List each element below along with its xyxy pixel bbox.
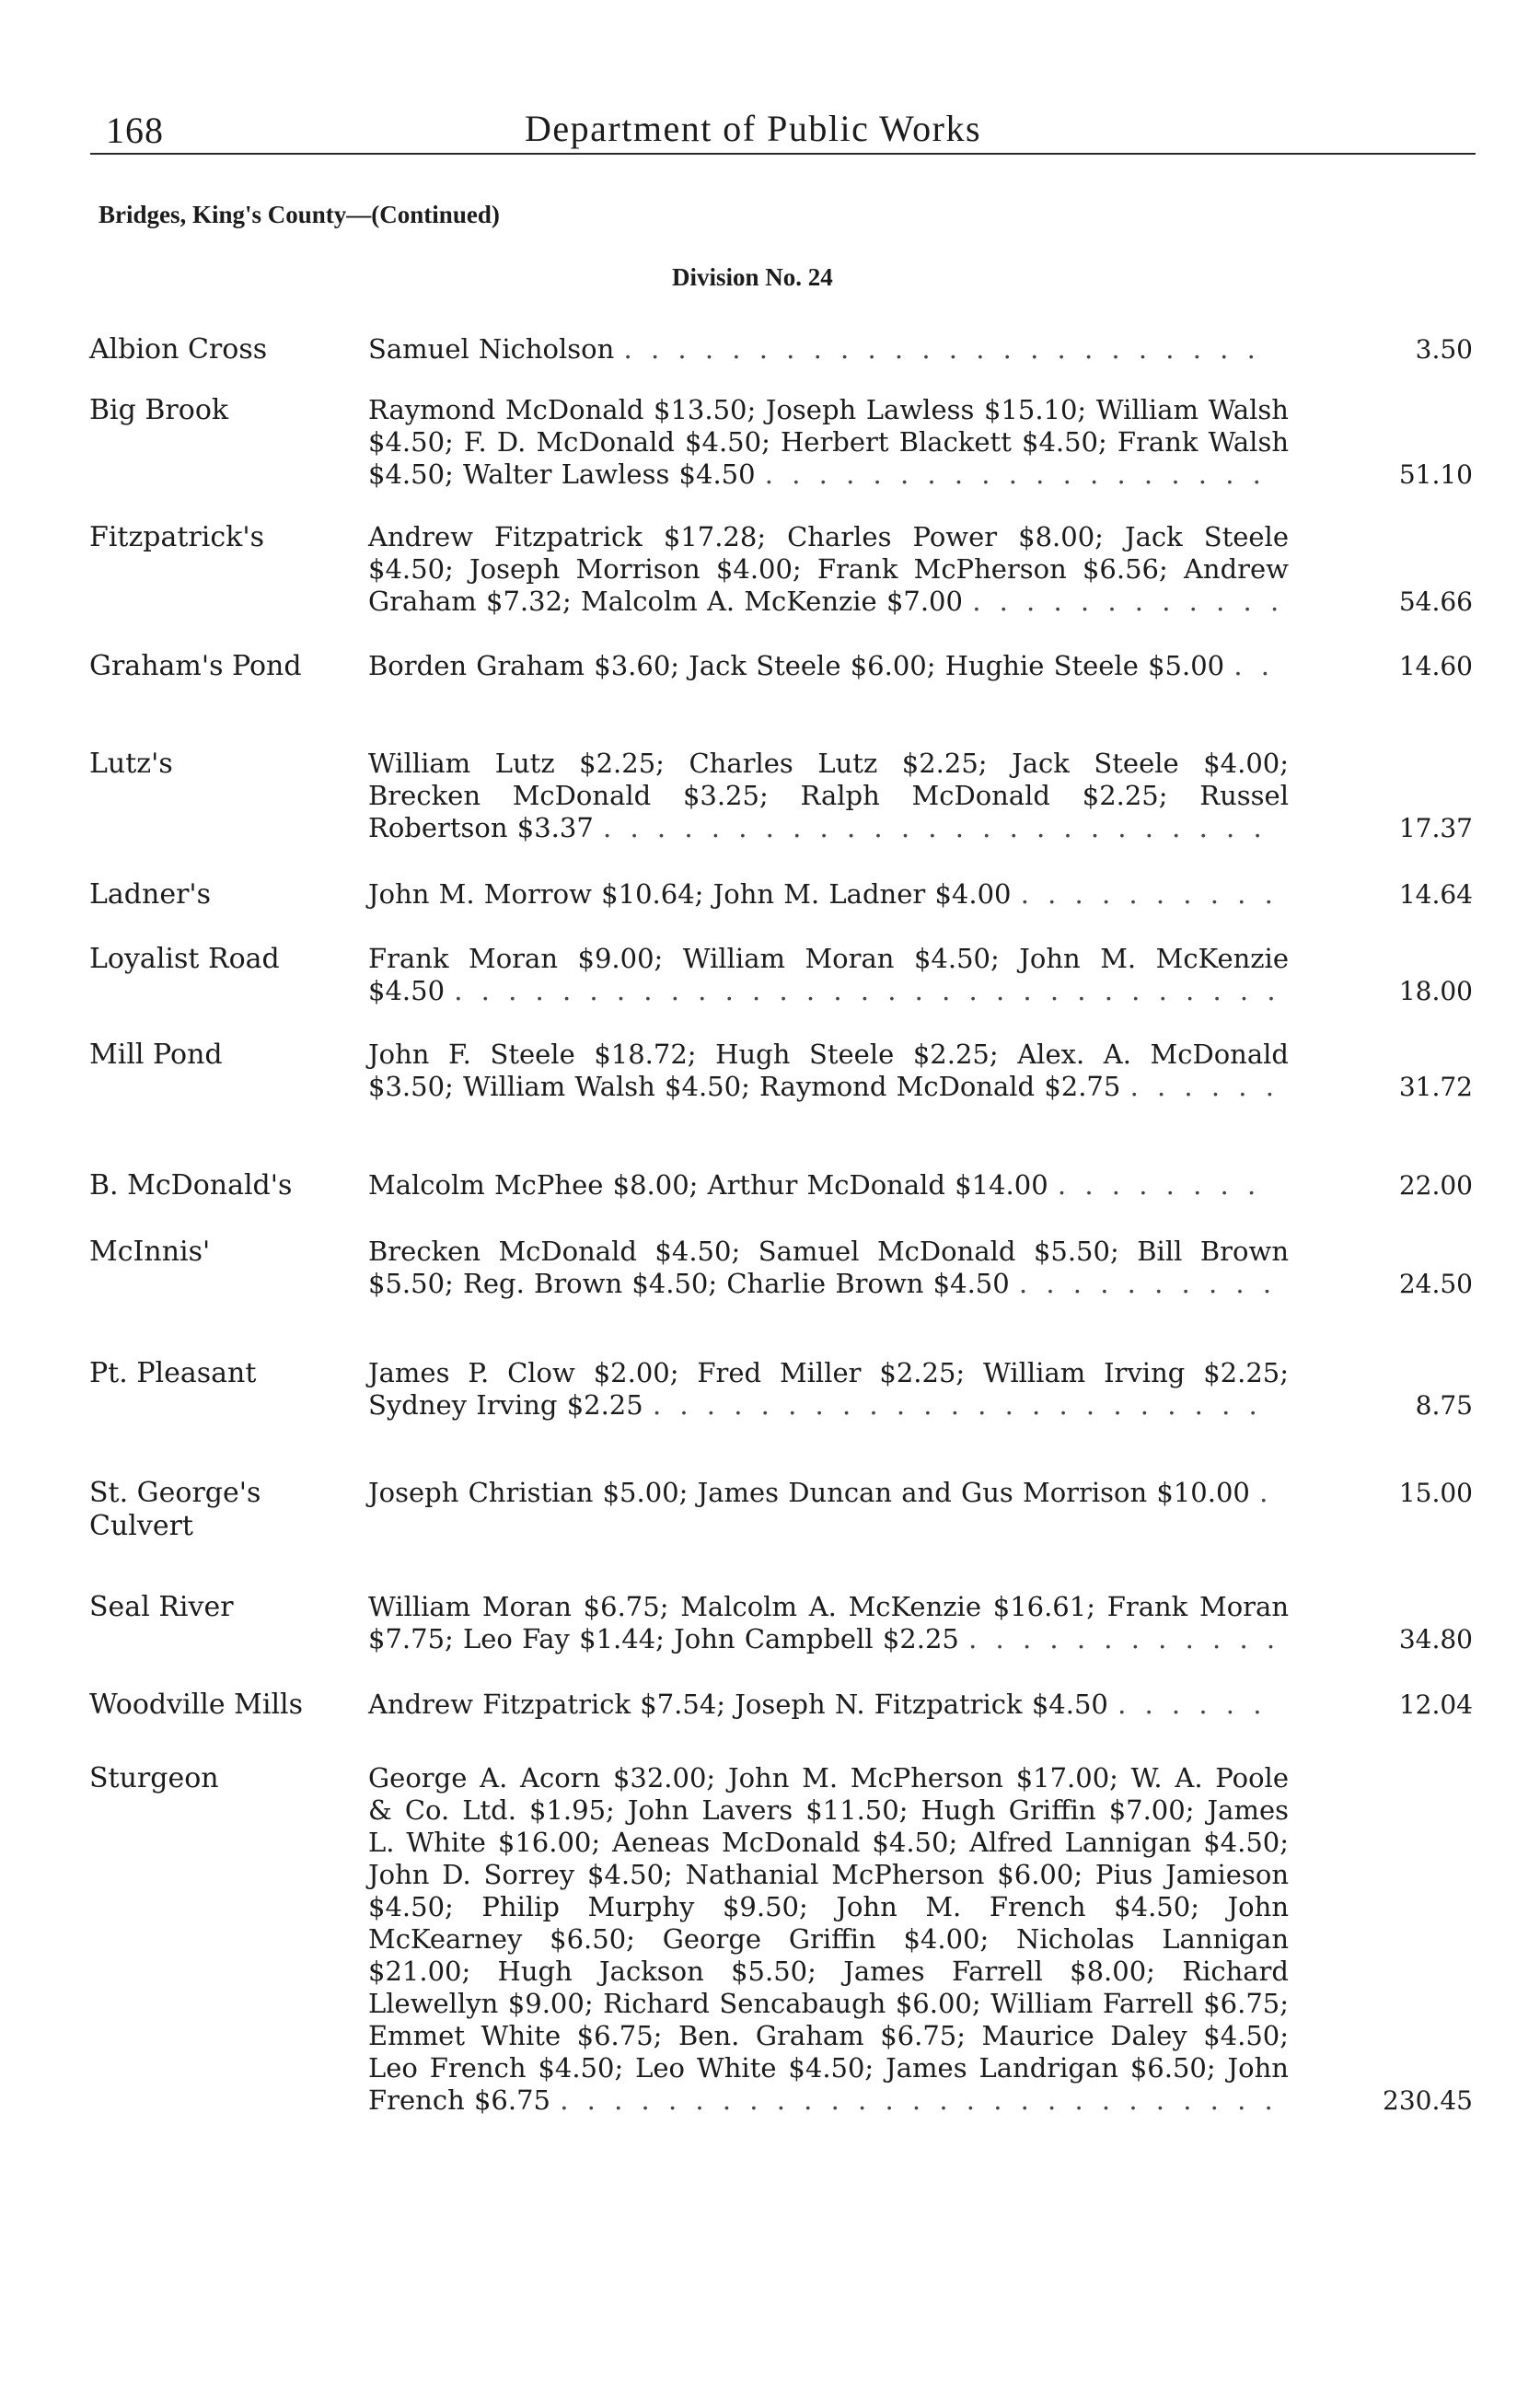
payee-list [368, 1169, 1289, 1202]
payee-list [368, 878, 1289, 911]
amount: 18.00 [1398, 976, 1473, 1006]
place-name: Woodville Mills [89, 1689, 304, 1721]
payee-list [368, 1039, 1289, 1103]
payee-text: William Lutz $2.25; Charles Lutz $2.25; Jack Steele $4.00; Brecken McDonald $3.25; Ralph McDonald $2.25; Russel Robertson $3.37 [368, 748, 1289, 843]
amount: 14.64 [1398, 879, 1473, 910]
dot-leader: . . . . . . . . . . [1018, 1268, 1277, 1299]
payee-list [368, 394, 1289, 491]
payee-text: James P. Clow $2.00; Fred Miller $2.25; William Irving $2.25; Sydney Irving $2.25 [368, 1357, 1289, 1421]
amount: 24.50 [1398, 1269, 1473, 1299]
dot-leader: . . . . . . . . . . . . [972, 586, 1284, 617]
amount: 230.45 [1383, 2085, 1473, 2116]
dot-leader: . . . . . . . . . . . . . . . . . . . . . . . . . . . . . . . [454, 975, 1280, 1006]
payee-text: Frank Moran $9.00; William Moran $4.50; John M. McKenzie $4.50 [368, 943, 1289, 1006]
payee-text: Raymond McDonald $13.50; Joseph Lawless $15.10; William Walsh $4.50; F. D. McDonald $4.50; Herbert Blackett $4.50; Frank Walsh $4.50; Walter Lawless $4.50 [368, 394, 1289, 490]
section-title: Bridges, King's County—(Continued) [98, 201, 500, 228]
place-name: Seal River [89, 1591, 234, 1623]
dot-leader: . [1259, 1477, 1273, 1508]
division-heading: Division No. 24 [672, 263, 833, 291]
payee-text: George A. Acorn $32.00; John M. McPherson $17.00; W. A. Poole & Co. Ltd. $1.95; John Lavers $11.50; Hugh Griffin $7.00; James L. White $16.00; Aeneas McDonald $4.50; Alfred Lannigan $4.50; John D. Sorrey $4.50; Nathanial McPherson $6.00; Pius Jamieson $4.50; Philip Murphy $9.50; John M. French $4.50; John McKearney $6.50; George Griffin $4.00; Nicholas Lannigan $21.00; Hugh Jackson $5.50; James Farrell $8.00; Richard Llewellyn $9.00; Richard Sencabaugh $6.00; William Farrell $6.75; Emmet White $6.75; Ben. Graham $6.75; Maurice Daley $4.50; Leo French $4.50; Leo White $4.50; James Landrigan $6.50; John French $6.75 [368, 1762, 1289, 2116]
dot-leader: . . . . . . . . . . [1020, 878, 1278, 910]
running-title: Department of Public Works [525, 108, 982, 149]
dot-leader: . . [1233, 650, 1274, 681]
place-name: McInnis' [89, 1236, 211, 1268]
amount: 15.00 [1398, 1478, 1473, 1508]
payee-list [368, 333, 1289, 366]
dot-leader: . . . . . . . . . . . . . . . . . . . [764, 459, 1266, 490]
payee-list [368, 1762, 1289, 2117]
payee-list [368, 1357, 1289, 1422]
dot-leader: . . . . . . . . . . . . . . . . . . . . . . . [652, 1389, 1262, 1421]
amount: 51.10 [1398, 459, 1473, 490]
place-name: Fitzpatrick's [89, 521, 264, 553]
place-name: B. McDonald's [89, 1169, 293, 1202]
dot-leader: . . . . . . . . [1057, 1169, 1261, 1201]
dot-leader: . . . . . . . . . . . . . . . . . . . . . . . . . . . [560, 2084, 1278, 2116]
place-name: Ladner's [89, 878, 212, 911]
dot-leader: . . . . . . . . . . . . . . . . . . . . . . . . . [603, 812, 1267, 843]
amount: 34.80 [1398, 1624, 1473, 1654]
payee-text: Borden Graham $3.60; Jack Steele $6.00; Hughie Steele $5.00 [368, 650, 1225, 681]
amount: 31.72 [1398, 1072, 1473, 1102]
place-name: Graham's Pond [89, 650, 302, 682]
place-name: Albion Cross [89, 333, 268, 366]
place-name: Lutz's [89, 748, 173, 780]
payee-text: William Moran $6.75; Malcolm A. McKenzie $16.61; Frank Moran $7.75; Leo Fay $1.44; John Campbell $2.25 [368, 1591, 1289, 1654]
payee-text: John M. Morrow $10.64; John M. Ladner $4.00 [368, 878, 1012, 910]
dot-leader: . . . . . . [1129, 1071, 1279, 1102]
dot-leader: . . . . . . [1117, 1689, 1267, 1720]
payee-text: Malcolm McPhee $8.00; Arthur McDonald $14.00 [368, 1169, 1048, 1201]
dot-leader: . . . . . . . . . . . . [968, 1623, 1280, 1654]
payee-list [368, 943, 1289, 1007]
place-name: Big Brook [89, 394, 229, 426]
amount: 12.04 [1398, 1689, 1473, 1720]
payee-text: Joseph Christian $5.00; James Duncan and Gus Morrison $10.00 [368, 1477, 1250, 1508]
payee-text: Andrew Fitzpatrick $7.54; Joseph N. Fitzpatrick $4.50 [368, 1689, 1108, 1720]
payee-text: John F. Steele $18.72; Hugh Steele $2.25; Alex. A. McDonald $3.50; William Walsh $4.50; Raymond McDonald $2.75 [368, 1039, 1289, 1102]
amount: 22.00 [1398, 1170, 1473, 1201]
payee-list [368, 1477, 1289, 1509]
amount: 14.60 [1398, 651, 1473, 681]
dot-leader: . . . . . . . . . . . . . . . . . . . . . . . . [623, 333, 1260, 365]
place-name: Loyalist Road [89, 943, 280, 975]
amount: 54.66 [1398, 586, 1473, 617]
amount: 8.75 [1415, 1390, 1473, 1421]
amount: 3.50 [1415, 334, 1473, 365]
payee-list [368, 521, 1289, 618]
payee-text: Samuel Nicholson [368, 333, 615, 365]
place-name: Pt. Pleasant [89, 1357, 257, 1389]
payee-list [368, 748, 1289, 844]
amount: 17.37 [1398, 813, 1473, 843]
place-name: Sturgeon [89, 1762, 219, 1794]
place-name: Mill Pond [89, 1039, 223, 1071]
page-number: 168 [106, 110, 164, 151]
payee-list [368, 650, 1289, 682]
place-name: St. George's Culvert [89, 1477, 261, 1542]
payee-list [368, 1689, 1289, 1721]
payee-list [368, 1591, 1289, 1655]
payee-text: Brecken McDonald $4.50; Samuel McDonald $5.50; Bill Brown $5.50; Reg. Brown $4.50; Charlie Brown $4.50 [368, 1236, 1289, 1299]
payee-list [368, 1236, 1289, 1300]
payee-text: Andrew Fitzpatrick $17.28; Charles Power $8.00; Jack Steele $4.50; Joseph Morrison $4.00; Frank McPherson $6.56; Andrew Graham $7.32; Malcolm A. McKenzie $7.00 [368, 521, 1289, 617]
